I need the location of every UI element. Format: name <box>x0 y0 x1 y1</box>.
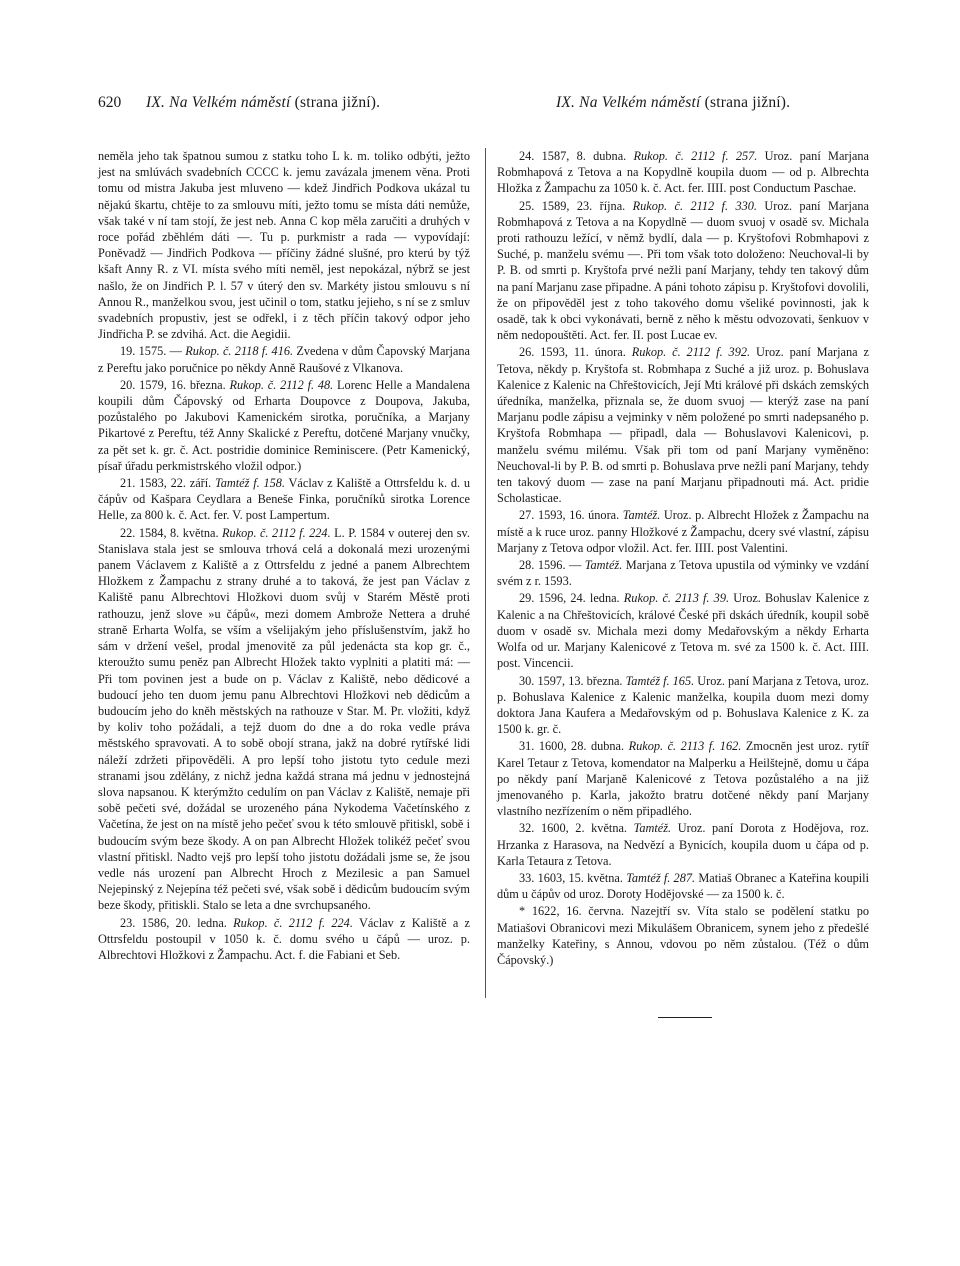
entry-date: 32. 1600, 2. května. <box>519 821 634 836</box>
header-right-side: (strana jižní). <box>704 94 791 111</box>
source-reference: Rukop. č. 2113 f. 39. <box>623 591 730 606</box>
entry-paragraph <box>497 673 869 738</box>
running-header <box>98 94 868 116</box>
continued-paragraph <box>98 148 470 342</box>
entry-text: Uroz. paní Marjana Robmhapová z Tetova a na Kopydlně — duom svuoj v osadě sv. Michala proti rathouzu ležící, v němž bydlí, dala — p. Kryštofovi Robmhapovi z Suché, p. manželu svému —. Při tom však toto doloženo: Neuchoval-li by P. B. od smrti p. Kryštofa prvé nežli paní Marjany, tehdy ten takový dům na paní Marjanu zase připadne. A páni tohoto zápisu p. Kryštofovi dovolili, že on připověděl jest z toho takového domu všeliké povinnosti, jak k osadě, tak k obci vykonávati, berně z něho k městu odvozovati, šenkuov v něm nedopouštěti. Act. fer. II. post Lucae ev. <box>497 198 869 343</box>
entry-paragraph <box>98 343 470 375</box>
entry-paragraph <box>497 148 869 197</box>
entry-text: L. P. 1584 v outerej den sv. Stanislava stala jest se smlouva trhová celá a dokonalá mezi urozenými panem Václavem z Kaliště a z Ottrsfeldu z jedné a panem Albrechtem Hložkem z Žampachu z strany druhé a to taková, že jest pan Václav z Kaliště panu Albrechtovi Hložkovi duom svůj v Starém Městě proti rathouzu, jenž slove »u čápů«, mezi domem Ambrože Nettera a druhé straně Erharta Wolfa, se vším a všelijakým jeho příslušenstvím, jakž ho sám v držení vešel, prodal jmenovitě za půl jedenácta sta kop gr. č., kteroužto sumu peněz pan Albrecht Hložek takto vyplniti a platiti má: — Při tom povinen jest a bude on p. Václav z Kaliště, nebo dědicové a budoucí jeho ten duom jemu panu Albrechtovi Hložkovi neb dědicům a budoucím jeho do kněh městských na rathouze v Star. M. Pr. vložiti, když by koliv toho požádali, a tejž duom do dne a do roka vedle práva městského spravovati. A to sobě obojí strana, jakž na dobré rytířské lidi náleží zdržeti připověděli. A pro lepší toho jistotu tyto cedule mezi stranami jsou zdělány, z nichž jedna každá strana má jednu v jednostejná slova napsanou. K kterýmžto cedulím on pan Václav z Kaliště, nemaje při sobě pečeti své, dožádal se urozeného pána Nykodema Vačetínského z Vačetína, že jest on na místě jeho pečeť svou k této smlouvě přitiskl, sobě i budoucím svým beze škody. A on pan Albrecht Hložek tolikéž pečeť svou vlastní přitiskl. Nadto vejš pro lepší toho jistotu dožádali jsme se, že jsou vedle nás urození pan Albrecht Hroch z Mezilesic a pan Samuel Nejepinský z Nejepína též pečeti své, však sobě i dědicům budoucím svým beze škody, přitiskli. Stalo se leta a dne svrchupsaného. <box>98 525 470 913</box>
entry-date: 23. 1586, 20. ledna. <box>120 915 234 930</box>
entry-text: Lorenc Helle a Mandalena koupili dům Čápovský od Erharta Doupovce z Doupova, Jakuba, pozůstalého po Jakubovi Kamenickém sirotka, poručníka, a Marjany Pikartové z Pereftu, též Anny Skalické z Pereftu, dotčené Marjany vnučky, za pět set k. gr. č. Act. postridie dominice Reminiscere. (Petr Kamenický, písař úřadu perkmistrského vložil odpor.) <box>98 377 470 473</box>
entry-date: * 1622, 16. června. <box>519 904 631 919</box>
left-text-column <box>98 148 470 963</box>
entry-date: 19. 1575. — <box>120 344 186 359</box>
header-left-side: (strana jižní). <box>294 94 381 111</box>
entry-paragraph <box>98 377 470 474</box>
entry-paragraph <box>497 820 869 869</box>
entry-text: Nazejtří sv. Víta stalo se podělení statku po Matiašovi Obranicovi mezi Mikulášem Obranicem, synem jeho z předešlé manželky Kateřiny, s Annou, vdovou po něm zůstalou. (Též o dům Čápovský.) <box>497 904 869 967</box>
entry-text: neměla jeho tak špatnou sumou z statku toho L k. m. toliko odbýti, ježto jest na smlúvách svadebních CCCC k. jemu zavázala jmenem věna. Proti tomu od mistra Jakuba jest mluveno — kdež Jindřich Podkova ukázal tu nějakú škartu, chtěje to za smlouvu míti, ježto tomu se místa dáti nemůže, však také v ní tam stojí, že jest neb. Anna C kop měla zaručiti a druhých v roce pořád zběhlém dáti —. Tu p. purkmistr a rada — vypovídají: Poněvadž — Jindřich Podkova — příčiny žádné slušné, pro kterú by týž kšaft Anny R. z VI. místa svého míti neměl, jest nepokázal, nýbrž se jest našlo, že on Jindřich P. l. 57 v úterý den sv. Markéty jistou smlouvu s ní Annou R., manželkou svou, jest učinil o tom, statku jejieho, s ní se z smluv svadebních propustiv, jest se odřekl, i z těch příčin takový odpor jeho Jindřicha P. se zdvihá. Act. die Aegidii. <box>98 149 470 342</box>
entry-date: 27. 1593, 16. února. <box>519 508 623 523</box>
source-reference: Rukop. č. 2112 f. 257. <box>633 149 758 163</box>
entry-paragraph <box>98 525 470 914</box>
source-reference: Rukop. č. 2118 f. 416. <box>185 344 294 359</box>
source-reference: Tamtéž. <box>584 558 623 573</box>
entry-text: Uroz. paní Marjana z Tetova, někdy p. Kryštofa st. Robmhapa z Suché a již uroz. p. Bohuslava Kalenice z Kalenic na Chřeštovicích, Její Mti králové při dskách zemských úředníka, manželka, přiznala se, že duom svuoj — kterýž zase na paní Marjanu podle zápisu a vejminky v něm položené po smrti nadepsaného p. Kryštofa Robmhapa — připadl, dala — Bohuslavovi Kalenicovi, p. manželu svému milému. Však při tom od paní Marjany vyměněno: Neuchoval-li by P. B. od smrti p. Bohuslava prve nežli paní Marjany, tehdy ten takový duom — zase na paní Marjanu připadnouti má. Act. pridie Scholasticae. <box>497 345 869 506</box>
entry-paragraph <box>497 557 869 589</box>
entry-text: Zmocněn jest uroz. rytíř Karel Tetaur z Tetova, komendator na Malperku a Heilštejně, domu u čápa po někdy paní Marjaně Kalenicové z Tetova pozůstalého a na již jmenovaného p. Karla, jakožto bratru dotčené někdy paní Marjany vlastního nezřízením o něm připadlého. <box>497 739 869 819</box>
entry-date: 25. 1589, 23. října. <box>519 198 633 213</box>
source-reference: Tamtéž. <box>633 821 672 836</box>
source-reference: Tamtéž f. 287. <box>626 870 696 885</box>
page-number: 620 <box>98 94 122 111</box>
entry-paragraph <box>98 915 470 964</box>
entry-paragraph <box>497 198 869 344</box>
entry-date: 22. 1584, 8. května. <box>120 525 223 540</box>
header-title-right <box>556 94 790 112</box>
header-right-place: IX. Na Velkém náměstí <box>556 94 701 111</box>
entry-date: 33. 1603, 15. května. <box>519 870 627 885</box>
source-reference: Tamtéž. <box>622 508 661 523</box>
source-reference: Tamtéž f. 165. <box>625 673 695 688</box>
header-left-place: IX. Na Velkém náměstí <box>146 94 291 111</box>
entry-text: Marjana z Tetova upustila od výminky ve vzdání svém z r. 1593. <box>497 558 869 589</box>
entry-text: Zvedena v dům Čapovský Marjana z Pereftu jako poručnice po někdy Anně Raušové z Vlkanova. <box>98 344 470 375</box>
entry-text: Václav z Kaliště a Ottrsfeldu k. d. u čápův od Kašpara Ceydlara a Beneše Finka, poručníků sirotka Lorence Helle, za 800 k. č. Act. fer. V. post Lampertum. <box>98 476 470 523</box>
entry-paragraph <box>497 738 869 819</box>
entry-text: Uroz. p. Albrecht Hložek z Žampachu na místě a k ruce uroz. panny Hložkové z Žampachu, dcery své vlastní, zápisu Marjany z Tetova odpor vložil. Act. fer. IIII. post Valentini. <box>497 508 870 555</box>
right-text-column <box>497 148 869 968</box>
entry-text: Uroz. paní Dorota z Hodějova, roz. Hrzanka z Harasova, na Nedvězí a Bynicích, koupila duom u čápa od p. Karla Tetaura z Tetova. <box>497 821 869 868</box>
entry-text: Matiaš Obranec a Kateřina koupili dům u čápův od uroz. Doroty Hodějovské — za 1500 k. č. <box>497 870 870 902</box>
source-reference: Rukop. č. 2112 f. 48. <box>229 377 334 392</box>
entry-paragraph <box>497 507 869 556</box>
header-title-left <box>146 94 380 112</box>
column-divider <box>485 148 486 998</box>
entry-text: Václav z Kaliště a z Ottrsfeldu postoupil v 1050 k. č. domu svého u čápů — uroz. p. Albrechtovi Hložkovi z Žampachu. Act. f. die Fabiani et Seb. <box>98 915 470 962</box>
entry-text: Uroz. paní Marjana z Tetova, uroz. p. Bohuslava Kalenice z Kalenic manželka, koupila duom mezi domy doktora Jana Kaufera a Medařovským od p. Bohuslava Kalenice z K. za 1500 k. gr. č. <box>497 673 869 737</box>
entry-paragraph <box>497 903 869 968</box>
entry-text: Uroz. Bohuslav Kalenice z Kalenic a na Chřeštovicích, králové České při dskách úředník, koupil sobě duom v osadě sv. Michala mezi domy Medařovským a někdy Erharta Wolfa od ur. Marjany Kalenicové z Tetova m. své za 1500 k. č. Act. IIII. post. Vincencii. <box>497 591 869 671</box>
entry-date: 30. 1597, 13. března. <box>519 673 626 688</box>
entry-date: 24. 1587, 8. dubna. <box>519 149 634 163</box>
entry-paragraph <box>98 475 470 524</box>
entry-text: Uroz. paní Marjana Robmhapová z Tetova a na Kopydlně koupila duom — od p. Albrechta Hložka z Žampachu za 1050 k. č. Act. fer. IIII. post Conductum Paschae. <box>497 149 869 196</box>
entry-date: 20. 1579, 16. března. <box>120 377 230 392</box>
entry-paragraph <box>497 344 869 506</box>
end-rule <box>658 1017 712 1018</box>
source-reference: Rukop. č. 2112 f. 330. <box>632 198 757 213</box>
source-reference: Rukop. č. 2112 f. 224. <box>233 915 353 930</box>
source-reference: Rukop. č. 2112 f. 224. <box>222 525 331 540</box>
entry-paragraph <box>497 590 869 671</box>
source-reference: Rukop. č. 2112 f. 392. <box>631 345 751 360</box>
entry-date: 21. 1583, 22. září. <box>120 476 216 491</box>
entry-date: 26. 1593, 11. února. <box>519 345 632 360</box>
source-reference: Rukop. č. 2113 f. 162. <box>628 739 742 754</box>
entry-paragraph <box>497 870 869 902</box>
source-reference: Tamtéž f. 158. <box>215 476 285 491</box>
entry-date: 29. 1596, 24. ledna. <box>519 591 624 606</box>
entry-date: 31. 1600, 28. dubna. <box>519 739 629 754</box>
entry-date: 28. 1596. — <box>519 558 585 573</box>
